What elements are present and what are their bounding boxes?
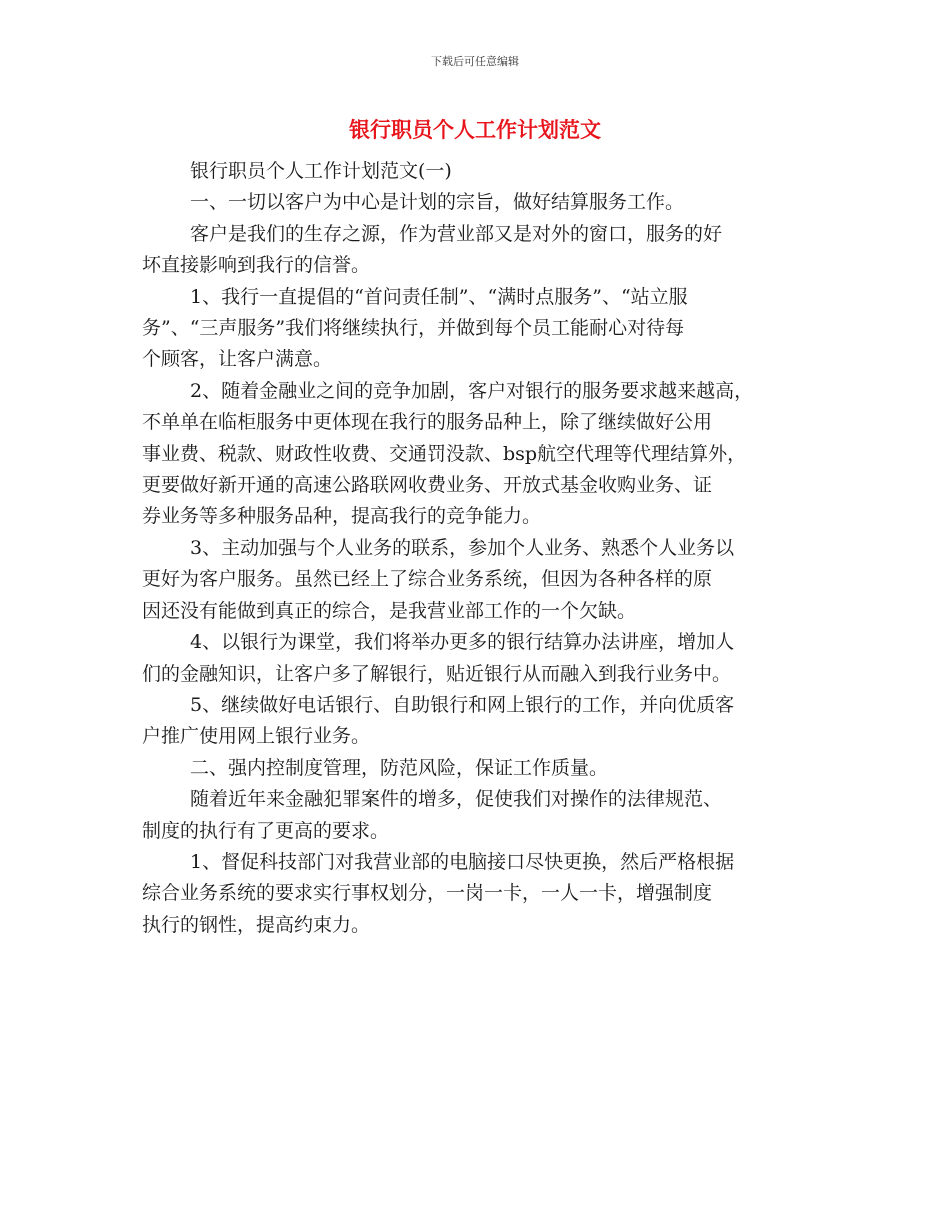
text-line: 事业费、税款、财政性收费、交通罚没款、bsp航空代理等代理结算外， [142,442,747,465]
text-line: 更要做好新开通的高速公路联网收费业务、开放式基金收购业务、证 [142,474,713,497]
text-line: 执行的钢性，提高约束力。 [142,913,371,936]
document-body [142,156,822,941]
text-line: 因还没有能做到真正的综合，是我营业部工作的一个欠缺。 [142,599,637,622]
text-line: 随着近年来金融犯罪案件的增多，促使我们对操作的法律规范、 [190,788,723,811]
text-line: 更好为客户服务。虽然已经上了综合业务系统，但因为各种各样的原 [142,568,713,591]
text-line: 2、随着金融业之间的竞争加剧，客户对银行的服务要求越来越高， [190,379,754,402]
text-line: 制度的执行有了更高的要求。 [142,819,390,842]
text-line: 3、主动加强与个人业务的联系，参加个人业务、熟悉个人业务以 [190,536,735,559]
text-line: 5、继续做好电话银行、自助银行和网上银行的工作，并向优质客 [190,693,735,716]
text-line: 银行职员个人工作计划范文(一) [190,160,452,182]
text-line: 一、一切以客户为中心是计划的宗旨，做好结算服务工作。 [190,191,685,214]
page-header-note: 下载后可任意编辑 [431,55,519,68]
text-line: 务”、“三声服务”我们将继续执行，并做到每个员工能耐心对待每 [142,317,685,340]
text-line: 1、督促科技部门对我营业部的电脑接口尽快更换，然后严格根据 [190,850,735,873]
text-line: 券业务等多种服务品种，提高我行的竞争能力。 [142,505,542,528]
text-line: 二、强内控制度管理，防范风险，保证工作质量。 [190,756,609,779]
text-line: 不单单在临柜服务中更体现在我行的服务品种上，除了继续做好公用 [142,411,713,434]
text-line: 综合业务系统的要求实行事权划分，一岗一卡，一人一卡，增强制度 [142,882,713,905]
document-title: 银行职员个人工作计划范文 [349,117,601,142]
text-line: 1、我行一直提倡的“首问责任制”、“满时点服务”、“站立服 [190,285,688,308]
text-line: 4、以银行为课堂，我们将举办更多的银行结算办法讲座，增加人 [190,631,735,654]
text-line: 个顾客，让客户满意。 [142,348,333,371]
text-line: 户推广使用网上银行业务。 [142,725,371,748]
text-line: 客户是我们的生存之源，作为营业部又是对外的窗口，服务的好 [190,222,723,245]
text-line: 们的金融知识，让客户多了解银行，贴近银行从而融入到我行业务中。 [142,662,732,685]
text-line: 坏直接影响到我行的信誉。 [142,254,371,277]
